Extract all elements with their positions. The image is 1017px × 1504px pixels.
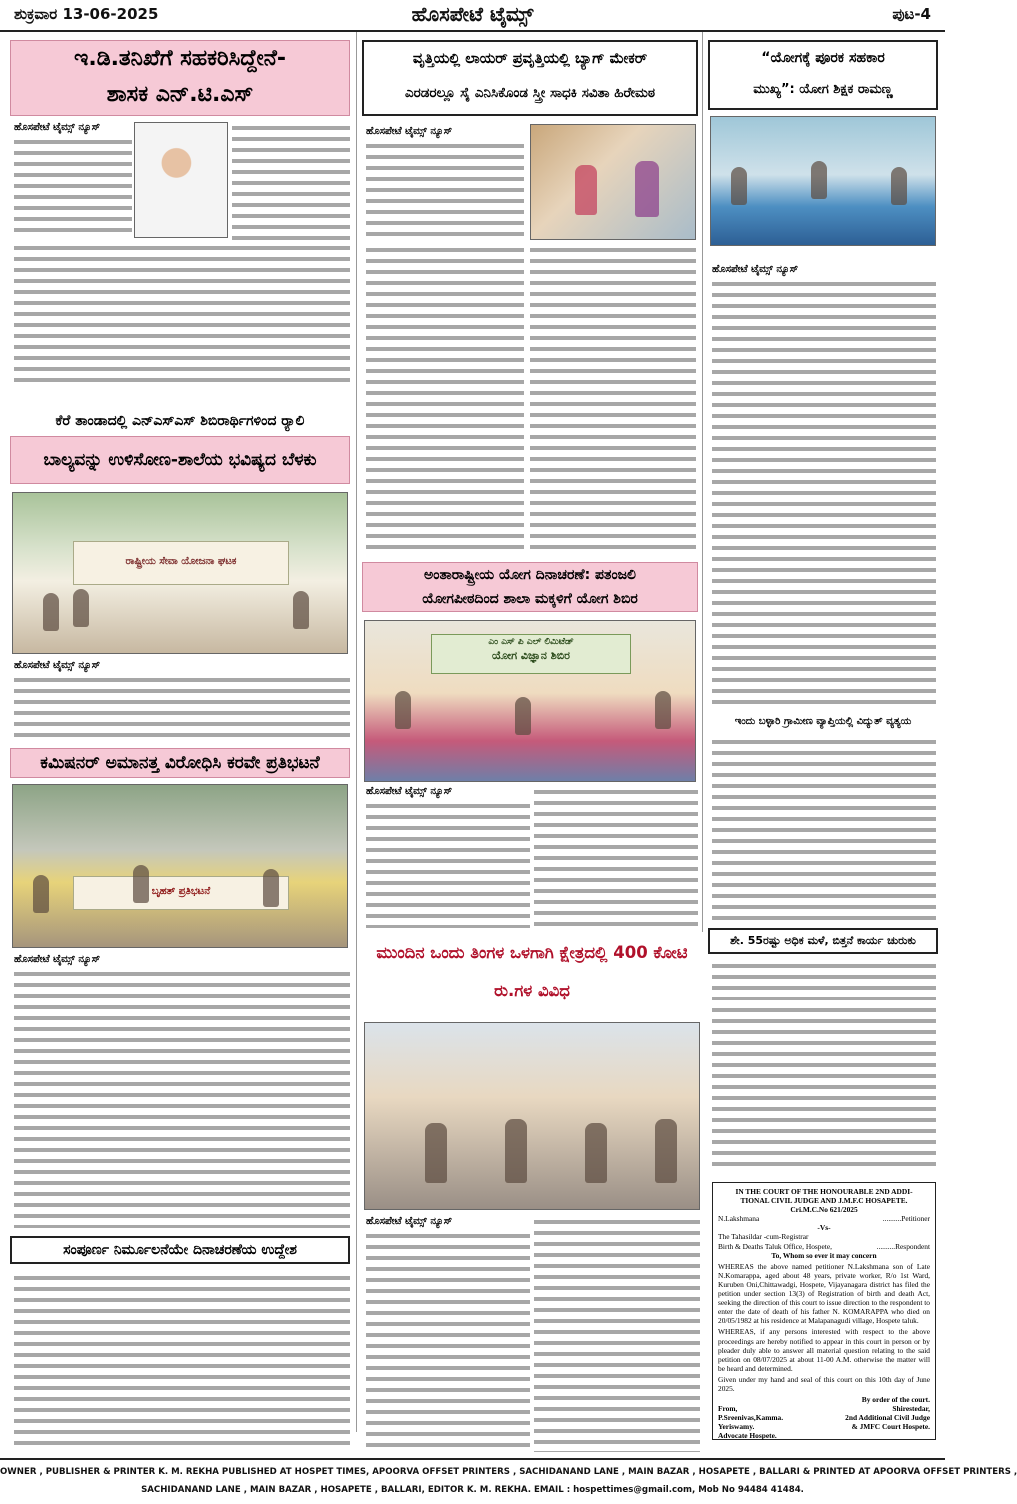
notice-paragraph: Given under my hand and seal of this court on this 10th day of June 2025. (718, 1374, 930, 1393)
article-pooja-headline (362, 934, 702, 1014)
person-figure (33, 875, 49, 913)
article-byline: ಹೊಸಪೇಟೆ ಟೈಮ್ಸ್ ನ್ಯೂಸ್ (14, 660, 101, 671)
notice-title: TIONAL CIVIL JUDGE AND J.M.F.C HOSAPETE. (740, 1196, 908, 1206)
from-line: Yeriswamy. (718, 1422, 755, 1432)
from-line: P.Sreenivas,Kamma. (718, 1413, 784, 1423)
article-byline: ಹೊಸಪೇಟೆ ಟೈಮ್ಸ್ ನ್ಯೂಸ್ (366, 126, 453, 137)
article-byline: ಹೊಸಪೇಟೆ ಟೈಮ್ಸ್ ನ್ಯೂಸ್ (366, 786, 453, 797)
article-text (366, 244, 524, 554)
person-figure (655, 1119, 677, 1183)
headline: ಶೇ. 55ರಷ್ಟು ಅಧಿಕ ಮಳೆ, ಬಿತ್ತನೆ ಕಾರ್ಯ ಚುರುಕು (730, 934, 916, 947)
article-nss-headline (10, 436, 350, 484)
bag-maker-photo (530, 124, 696, 240)
notice-from-block (718, 1404, 783, 1440)
protest-banner (73, 876, 289, 910)
headline-line-2: ಯೋಗಪೀಠದಿಂದ ಶಾಲಾ ಮಕ್ಕಳಿಗೆ ಯೋಗ ಶಿಬಿರ (422, 591, 638, 607)
yoga-banner (431, 634, 631, 674)
issue-date: ಶುಕ್ರವಾರ 13-06-2025 (14, 5, 159, 23)
notice-case-number: Cri.M.C.No 621/2025 (790, 1205, 858, 1215)
person-figure (635, 161, 659, 217)
notice-respondent-row (718, 1242, 930, 1251)
yoga-camp-photo (364, 620, 696, 782)
article-text (14, 1272, 350, 1452)
notice-order: By order of the court. (861, 1395, 930, 1405)
person-figure (575, 165, 597, 215)
article-text (366, 800, 530, 928)
column-divider (356, 32, 357, 1432)
from-line: Advocate Hospete. (718, 1431, 777, 1441)
mla-portrait-photo (134, 122, 228, 238)
bhoomi-pooja-photo (364, 1022, 700, 1210)
article-lawyer-headline (362, 40, 698, 116)
article-text (712, 278, 936, 706)
notice-paragraph: WHEREAS, if any persons interested with respect to the above proceedings are hereby notified to appear in this court in person or by pleader duly able to answer all material question relating to the said petition on 08/07/2025 at about 11-00 A.M. otherwise the matter will be heard and determined. (718, 1327, 930, 1373)
footer-line-2: SACHIDANAND LANE , MAIN BAZAR , HOSAPETE , BALLARI, EDITOR K. M. REKHA. EMAIL : hospettimes@gmail.com, Mob No 94484 41484. (141, 1485, 804, 1495)
headline-line-2: ಎರಡರಲ್ಲೂ ಸೈ ಎನಿಸಿಕೊಂಡ ಸ್ತ್ರೀ ಸಾಧಕಿ ಸವಿತಾ ಹಿರೇಮಠ (404, 85, 656, 101)
notice-sign-block (845, 1404, 930, 1440)
article-text (366, 140, 524, 240)
person-figure (395, 691, 411, 729)
person-figure (263, 869, 279, 907)
banner-text: ಎಂ ಎಸ್ ಪಿ ಎಲ್ ಲಿಮಿಟೆಡ್ (488, 636, 574, 647)
headline: ಕಮಿಷನರ್ ಅಮಾನತ್ತ ವಿರೋಧಿಸಿ ಕರವೇ ಪ್ರತಿಭಟನೆ (40, 753, 320, 773)
rally-banner (73, 541, 289, 585)
person-figure (505, 1119, 527, 1183)
headline-line-1: ಮುಂದಿನ ಒಂದು ತಿಂಗಳ ಒಳಗಾಗಿ ಕ್ಷೇತ್ರದಲ್ಲಿ 400 ಕೋಟಿ ರು.ಗಳ ವಿವಿಧ (376, 943, 688, 1000)
petitioner-label: ..........Petitioner (882, 1214, 930, 1224)
article-rain-headline (708, 928, 938, 954)
headline: ಬಾಲ್ಯವನ್ನು ಉಳಿಸೋಣ-ಶಾಲೆಯ ಭವಿಷ್ಯದ ಬೆಳಕು (43, 450, 317, 470)
article-byline: ಹೊಸಪೇಟೆ ಟೈಮ್ಸ್ ನ್ಯೂಸ್ (366, 1216, 453, 1227)
respondent-line: The Tahasildar -cum-Registrar (718, 1232, 809, 1242)
imprint-footer (0, 1458, 1017, 1504)
article-text (14, 674, 350, 740)
headline-line-2: ಮುಖ್ಯ”: ಯೋಗ ಶಿಕ್ಷಕ ರಾಮಣ್ಣ (753, 82, 893, 97)
article-text (366, 1230, 530, 1452)
headline-line-1: ಅಂತಾರಾಷ್ಟ್ರೀಯ ಯೋಗ ದಿನಾಚರಣೆ: ಪತಂಜಲಿ (424, 567, 636, 583)
banner-text: ರಾಷ್ಟ್ರೀಯ ಸೇವಾ ಯೋಜನಾ ಘಟಕ (125, 556, 237, 567)
respondent-label: ..........Respondent (876, 1241, 930, 1251)
notice-signature-row (718, 1404, 930, 1440)
newspaper-title: ಹೊಸಪೇಟೆ ಟೈಮ್ಸ್ (411, 2, 534, 26)
article-byline: ಹೊಸಪೇಟೆ ಟೈಮ್ಸ್ ನ್ಯೂಸ್ (14, 954, 101, 965)
person-figure (585, 1123, 607, 1183)
person-figure (73, 589, 89, 627)
article-power-headline (708, 712, 938, 732)
headline: ಸಂಪೂರ್ಣ ನಿರ್ಮೂಲನೆಯೇ ದಿನಾಚರಣೆಯ ಉದ್ದೇಶ (63, 1242, 297, 1258)
headline-line-1: ವೃತ್ತಿಯಲ್ಲಿ ಲಾಯರ್ ಪ್ರವೃತ್ತಿಯಲ್ಲಿ ಬ್ಯಾಗ್ ಮೇಕರ್ (412, 51, 648, 67)
banner-text: ಬೃಹತ್ ಪ್ರತಿಭಟನೆ (151, 885, 211, 897)
headline-line-1: “ಯೋಗಕ್ಕೆ ಪೂರಕ ಸಹಕಾರ (761, 50, 885, 66)
person-figure (731, 167, 747, 205)
from-line: From, (718, 1404, 738, 1414)
sign-line: Shirestedar, (892, 1404, 930, 1414)
person-figure (655, 691, 671, 729)
person-figure (425, 1123, 447, 1183)
article-text (530, 244, 696, 554)
subheadline: ಕೆರೆ ತಾಂಡಾದಲ್ಲಿ ಎನ್‌ಎಸ್‌ಎಸ್ ಶಿಬಿರಾರ್ಥಿಗಳಿಂದ ರ್‍ಯಾಲಿ (55, 413, 305, 429)
article-samparna-headline (10, 1236, 350, 1264)
article-text (712, 1004, 936, 1172)
respondent-line: Birth & Deaths Taluk Office, Hospete, (718, 1241, 832, 1251)
sign-line: & JMFC Court Hospete. (851, 1422, 930, 1432)
article-text (534, 1216, 700, 1452)
column-divider (702, 32, 703, 932)
masthead (0, 0, 945, 32)
article-text (14, 968, 350, 1228)
person-figure (891, 167, 907, 205)
article-commissioner-headline (10, 748, 350, 778)
nss-rally-photo (12, 492, 348, 654)
person-figure (515, 697, 531, 735)
notice-petitioner-row (718, 1214, 930, 1223)
article-ed-headline (10, 40, 350, 116)
article-text (14, 242, 350, 382)
notice-salutation: To, Whom so ever it may concern (771, 1250, 877, 1260)
yoga-session-photo (710, 116, 936, 246)
article-text (712, 736, 936, 922)
notice-vs: -Vs- (817, 1223, 831, 1233)
sign-line: 2nd Additional Civil Judge (845, 1413, 930, 1423)
protest-photo (12, 784, 348, 948)
headline-line-1: ಇ.ಡಿ.ತನಿಖೆಗೆ ಸಹಕರಿಸಿದ್ದೇನೆ- (74, 46, 286, 71)
headline-line-2: ಶಾಸಕ ಎನ್.ಟಿ.ಎಸ್ (106, 82, 254, 107)
person-figure (811, 161, 827, 199)
headline: ಇಂದು ಬಳ್ಳಾರಿ ಗ್ರಾಮೀಣ ವ್ಯಾಪ್ತಿಯಲ್ಲಿ ವಿದ್ಯುತ್ ವ್ಯತ್ಯಯ (734, 716, 912, 727)
person-figure (43, 593, 59, 631)
banner-text: ಯೋಗ ವಿಜ್ಞಾನ ಶಿಬಿರ (492, 648, 570, 662)
footer-line-1: OWNER , PUBLISHER & PRINTER K. M. REKHA PUBLISHED AT HOSPET TIMES, APOORVA OFFSET PRINTERS , SACHIDANAND LANE , MAIN BAZAR , HOSAPETE , BALLARI & PRINTED AT APOORVA OFFSET PRINTERS , (0, 1467, 1017, 1477)
article-text (534, 786, 698, 928)
article-nss-subhead (10, 410, 350, 432)
person-figure (293, 591, 309, 629)
article-yoga-teacher-headline (708, 40, 938, 110)
notice-paragraph: WHEREAS the above named petitioner N.Lakshmana son of Late N.Komarappa, aged about 48 years, private worker, R/o 1st Ward, Kuruben Oni,Chittawadgi, Hospete, Vijayanagara district has filed the petition under section 13(3) of Registration of birth and death Act, seeking the direction of this court to issue direction to the respondent to enter the date of death of his father N. KOMARAPPA who died on 20/05/1982 at his residence at Malapanagudi village, Hospete taluk. (718, 1261, 930, 1326)
article-text (232, 122, 350, 240)
article-text (712, 960, 936, 1000)
article-byline: ಹೊಸಪೇಟೆ ಟೈಮ್ಸ್ ನ್ಯೂಸ್ (712, 264, 799, 275)
petitioner-name: N.Lakshmana (718, 1214, 760, 1224)
person-figure (133, 865, 149, 903)
notice-title: IN THE COURT OF THE HONOURABLE 2ND ADDI- (735, 1187, 913, 1196)
article-text (14, 136, 132, 232)
article-intl-yoga-headline (362, 562, 698, 612)
page-number: ಪುಟ-4 (892, 5, 931, 23)
article-byline: ಹೊಸಪೇಟೆ ಟೈಮ್ಸ್ ನ್ಯೂಸ್ (14, 122, 101, 133)
court-notice (712, 1182, 936, 1440)
